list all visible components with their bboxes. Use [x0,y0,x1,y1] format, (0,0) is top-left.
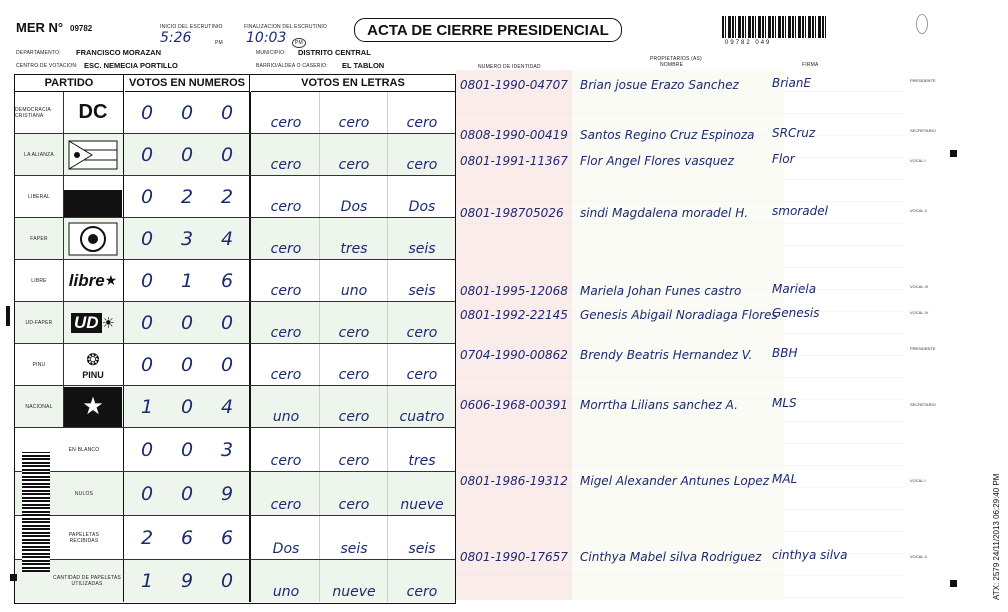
letter-cell: seis [408,283,436,299]
municipio-label: MUNICIPIO: [256,50,286,56]
liberal-flag-icon [64,177,122,217]
centro-label: CENTRO DE VOTACION: [16,63,78,69]
fin-label: FINALIZACION DEL ESCRUTINIO [244,24,328,30]
tally-row-faper [15,218,455,260]
num-cell: 0 [140,143,154,166]
letter-cell: cero [270,325,302,341]
party-name: NACIONAL [15,386,64,427]
letter-cell: uno [272,584,300,600]
letter-cell: cero [270,367,302,383]
tally-row-libre [15,260,455,302]
num-cell: 1 [140,570,154,592]
member-row [456,304,904,346]
member-name: Mariela Johan Funes castro [580,284,742,298]
member-row [456,394,904,436]
letter-cell: cuatro [399,409,445,425]
tally-row-nacional [15,386,455,428]
barrio-label: BARRIO/ALDEA O CASERIO: [256,63,328,69]
alianza-logo [63,134,124,175]
num-cell: 2 [220,185,234,208]
role-label: SECRETARIO [910,128,936,133]
letter-cell: cero [338,497,370,513]
registration-mark [6,306,10,326]
num-cell: 0 [220,311,234,334]
member-name: Morrtha Lilians sanchez A. [580,398,738,412]
member-row [456,150,904,192]
member-signature: BBH [772,346,798,360]
firma-label: FIRMA [802,62,819,68]
member-signature: smoradel [772,204,828,218]
departamento-value: FRANCISCO MORAZAN [76,48,161,57]
num-cell: 0 [180,482,194,505]
mer-label: MER N° [16,20,64,35]
num-cell: 0 [180,143,194,166]
fin-value: 10:03 [246,30,287,46]
num-cell: 3 [180,227,194,250]
num-cell: 0 [140,438,154,461]
letter-cell: cero [338,367,370,383]
pinu-emblem-icon: ❂ [86,351,100,369]
party-name: LIBRE [15,260,64,301]
letter-cell: seis [408,241,436,257]
centro-value: ESC. NEMECIA PORTILLO [84,61,178,70]
tally-row-papeletas [15,516,455,560]
member-signature: Mariela [772,282,817,296]
mer-number: 09782 [70,24,93,33]
num-cell: 9 [180,570,194,592]
member-id: 0801-1991-11367 [460,154,568,168]
num-cell: 6 [220,269,234,292]
num-cell: 9 [220,482,234,505]
tally-row-utilizadas [15,560,455,602]
tally-row-liberal [15,176,455,218]
role-label: VOCAL IV [910,310,929,315]
party-name: PINU [15,344,64,385]
dc-logo: DC [63,92,124,133]
identidad-label: NUMERO DE IDENTIDAD [478,64,541,70]
letter-cell: cero [270,497,302,513]
flag-icon [68,140,118,170]
num-cell: 0 [220,570,234,592]
member-name: Santos Regino Cruz Espinoza [580,128,755,142]
num-cell: 0 [180,395,194,418]
letter-cell: seis [408,541,436,557]
member-name: Flor Angel Flores vasquez [580,154,734,168]
member-signature: BrianE [772,76,812,90]
label-cell: PAPELETAS RECIBIDAS [15,516,124,559]
member-name: sindi Magdalena moradel H. [580,206,749,220]
tally-row-blanco [15,428,455,472]
num-cell: 0 [180,311,194,334]
role-label: VOCAL II [910,554,927,559]
member-signature: Genesis [772,306,820,320]
num-cell: 2 [180,185,194,208]
barcode-top [722,16,828,38]
letter-cell: Dos [340,199,368,215]
tally-row-dc [15,92,455,134]
letter-cell: cero [338,157,370,173]
role-label: SECRETARIO [910,402,936,407]
num-cell: 1 [140,395,154,418]
letter-cell: cero [270,115,302,131]
num-cell: 4 [220,395,234,418]
member-row [456,202,904,244]
num-cell: 0 [220,143,234,166]
registration-mark [950,580,957,587]
num-cell: 0 [140,227,154,250]
inicio-value: 5:26 [160,30,192,46]
letter-cell: cero [270,157,302,173]
letter-cell: cero [270,453,302,469]
tally-row-ud [15,302,455,344]
num-cell: 0 [220,353,234,376]
inicio-ampm: PM [215,40,223,46]
letter-cell: Dos [408,199,436,215]
barcode-number: 09782 049 [725,40,772,46]
member-name: Cinthya Mabel silva Rodriguez [580,550,762,564]
liberal-logo [63,176,124,217]
num-cell: 0 [180,353,194,376]
star-icon: ★ [64,387,122,427]
party-name: UD-FAPER [15,302,64,343]
municipio-value: DISTRITO CENTRAL [298,48,371,57]
member-signature: SRCruz [772,126,816,140]
letter-cell: cero [270,283,302,299]
role-label: PRESIDENTE [910,78,936,83]
party-name: DEMOCRACIA CRISTIANA [15,92,64,133]
tally-row-alianza [15,134,455,176]
star-icon: ★ [104,272,118,288]
num-cell: 0 [140,482,154,505]
letter-cell: cero [338,409,370,425]
tally-row-pinu [15,344,455,386]
letter-cell: uno [272,409,300,425]
pinu-logo-text: PINU [82,369,104,380]
num-cell: 0 [140,311,154,334]
letter-cell: tres [408,453,436,469]
letter-cell: seis [340,541,368,557]
letter-cell: cero [406,584,438,600]
letter-cell: cero [338,325,370,341]
member-row [456,74,904,116]
member-id: 0801-1995-12068 [460,284,568,298]
member-name: Brian josue Erazo Sanchez [580,78,739,92]
member-row [456,344,904,386]
letter-cell: cero [270,199,302,215]
letter-cell: cero [270,241,302,257]
col-numeros: VOTOS EN NUMEROS [125,75,250,92]
member-name: Genesis Abigail Noradiaga Flores [580,308,778,322]
tally-row-nulos [15,472,455,516]
member-id: 0801-198705026 [460,206,564,220]
num-cell: 0 [180,438,194,461]
num-cell: 0 [140,269,154,292]
departamento-label: DEPARTAMENTO: [16,50,61,56]
libre-logo-text: libre [68,270,105,290]
registration-mark [10,574,17,581]
num-cell: 0 [140,353,154,376]
num-cell: 0 [140,185,154,208]
member-id: 0801-1990-17657 [460,550,568,564]
member-name: Brendy Beatris Hernandez V. [580,348,753,362]
col-partido: PARTIDO [15,75,124,92]
member-id: 0704-1990-00862 [460,348,568,362]
role-label: VOCAL III [910,284,928,289]
pinu-logo [63,344,124,385]
corner-mark [916,14,928,34]
tally-table [14,74,456,604]
letter-cell: cero [338,115,370,131]
member-signature: MLS [772,396,797,410]
role-label: VOCAL II [910,208,927,213]
sun-icon: ☀ [101,314,115,332]
letter-cell: nueve [400,497,444,513]
fin-ampm: PM [292,38,306,48]
num-cell: 1 [180,269,194,292]
num-cell: 4 [220,227,234,250]
barrio-value: EL TABLON [342,61,385,70]
num-cell: 0 [180,101,194,124]
num-cell: 6 [180,526,194,549]
member-id: 0801-1990-04707 [460,78,568,92]
member-signature: MAL [772,472,798,486]
member-row [456,470,904,512]
letter-cell: uno [340,283,368,299]
registration-mark [950,150,957,157]
ud-logo-text: UD [71,313,102,333]
barcode-left [22,452,50,572]
letter-cell: tres [340,241,368,257]
role-label: PRESIDENTE [910,346,936,351]
nombre-label: NOMBRE [660,62,684,68]
propietarios-label: PROPIETARIOS (AS) [650,56,702,62]
label-cell: EN BLANCO [15,428,124,471]
member-signature: Flor [772,152,795,166]
party-name: FAPER [15,218,64,259]
num-cell: 0 [220,101,234,124]
libre-logo [63,260,124,301]
letter-cell: cero [406,115,438,131]
label-cell: CANTIDAD DE PAPELETAS UTILIZADAS [15,560,124,602]
num-cell: 2 [140,526,154,549]
member-id: 0606-1968-00391 [460,398,568,412]
member-name: Migel Alexander Antunes Lopez [580,474,770,488]
letter-cell: Dos [272,541,300,557]
member-id: 0808-1990-00419 [460,128,568,142]
num-cell: 6 [220,526,234,549]
letter-cell: cero [406,367,438,383]
letter-cell: cero [338,453,370,469]
member-id: 0801-1986-19312 [460,474,568,488]
num-cell: 0 [140,101,154,124]
member-id: 0801-1992-22145 [460,308,568,322]
side-stamp: ATX: 2579 24/11/2013 06:29:40 PM [992,473,1001,600]
member-signature: cinthya silva [772,548,848,562]
page-title: ACTA DE CIERRE PRESIDENCIAL [354,18,622,42]
party-name: LA ALIANZA [15,134,64,175]
inicio-label: INICIO DEL ESCRUTINIO [160,24,223,30]
faper-logo [63,218,124,259]
col-letras: VOTOS EN LETRAS [251,75,455,92]
emblem-icon [68,222,118,256]
label-cell: NULOS [15,472,124,515]
role-label: VOCAL I [910,158,926,163]
nacional-logo [63,386,124,427]
role-label: VOCAL I [910,478,926,483]
letter-cell: cero [406,325,438,341]
letter-cell: nueve [332,584,376,600]
member-row [456,546,904,588]
ud-logo [63,302,124,343]
party-name: LIBERAL [15,176,64,217]
num-cell: 3 [220,438,234,461]
letter-cell: cero [406,157,438,173]
